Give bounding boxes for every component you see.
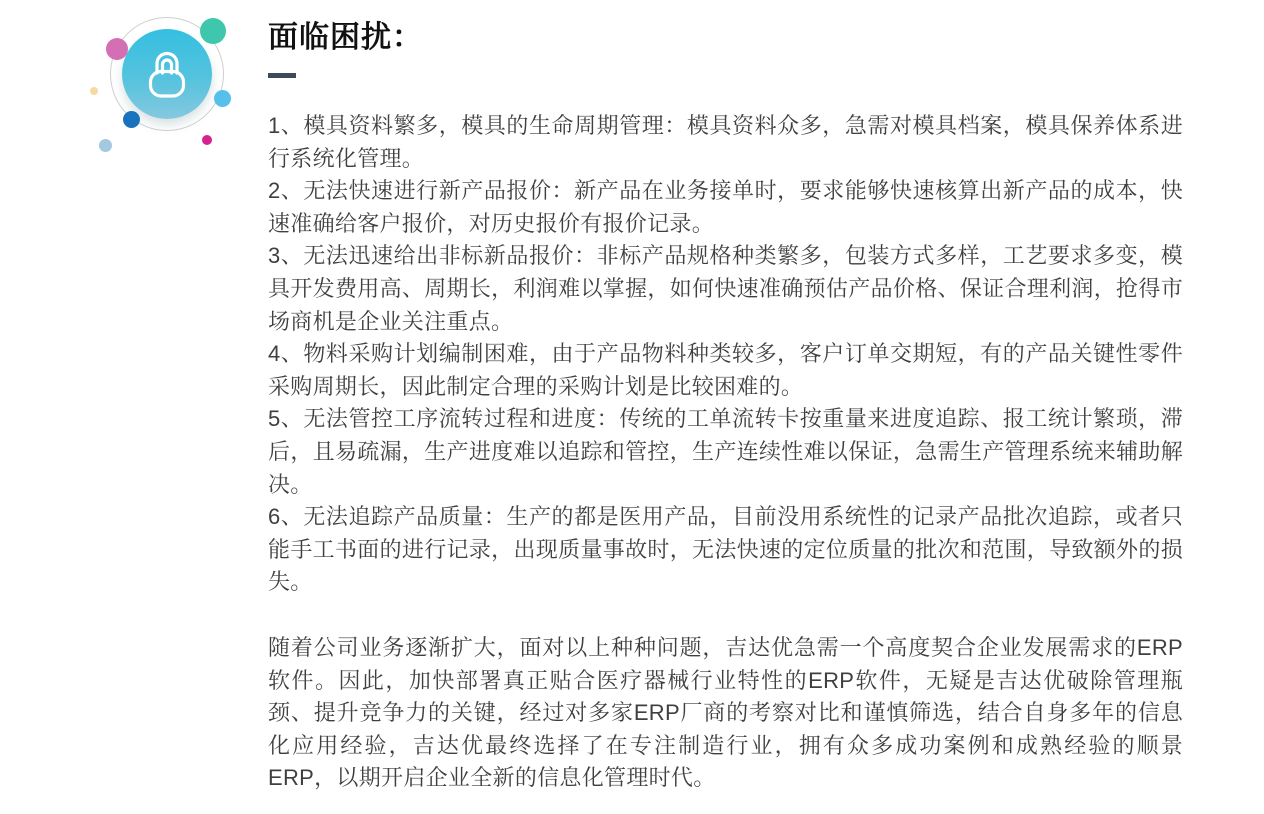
dot-teal <box>200 18 226 44</box>
section-title: 面临困扰： <box>268 21 423 54</box>
content-section <box>268 20 1183 795</box>
issue-list <box>268 110 1183 795</box>
issue-item-2: 2、无法快速进行新产品报价：新产品在业务接单时，要求能够快速核算出新产品的成本，快速准确给客户报价，对历史报价有报价记录。 <box>268 178 1183 236</box>
lock-circle <box>122 29 212 119</box>
issue-item-1: 1、模具资料繁多，模具的生命周期管理：模具资料众多，急需对模具档案，模具保养体系进行系统化管理。 <box>268 113 1183 171</box>
title-underline <box>268 73 296 78</box>
closing-paragraph: 随着公司业务逐渐扩大，面对以上种种问题，吉达优急需一个高度契合企业发展需求的ERP软件。因此，加快部署真正贴合医疗器械行业特性的ERP软件，无疑是吉达优破除管理瓶颈、提升竞争力的关键，经过对多家ERP厂商的考察对比和谨慎筛选，结合自身多年的信息化应用经验，吉达优最终选择了在专注制造行业，拥有众多成功案例和成熟经验的顺景ERP，以期开启企业全新的信息化管理时代。 <box>268 634 1183 791</box>
issue-item-6: 6、无法追踪产品质量：生产的都是医用产品，目前没用系统性的记录产品批次追踪，或者只能手工书面的进行记录，出现质量事故时，无法快速的定位质量的批次和范围，导致额外的损失。 <box>268 504 1183 595</box>
issue-item-4: 4、物料采购计划编制困难，由于产品物料种类较多，客户订单交期短，有的产品关键性零件采购周期长，因此制定合理的采购计划是比较困难的。 <box>268 341 1183 399</box>
dot-dark-blue <box>123 111 140 128</box>
lock-badge-graphic <box>0 0 260 180</box>
dot-pale-blue <box>99 139 112 152</box>
dot-pink <box>106 38 128 60</box>
dot-light-blue <box>214 90 231 107</box>
dot-cream <box>90 87 98 95</box>
dot-magenta <box>202 135 212 145</box>
issue-item-5: 5、无法管控工序流转过程和进度：传统的工单流转卡按重量来进度追踪、报工统计繁琐，滞后，且易疏漏，生产进度难以追踪和管控，生产连续性难以保证，急需生产管理系统来辅助解决。 <box>268 406 1183 497</box>
issue-item-3: 3、无法迅速给出非标新品报价：非标产品规格种类繁多，包装方式多样，工艺要求多变，模具开发费用高、周期长，利润难以掌握，如何快速准确预估产品价格、保证合理利润，抢得市场商机是企业关注重点。 <box>268 243 1183 334</box>
lock-icon <box>146 50 188 98</box>
